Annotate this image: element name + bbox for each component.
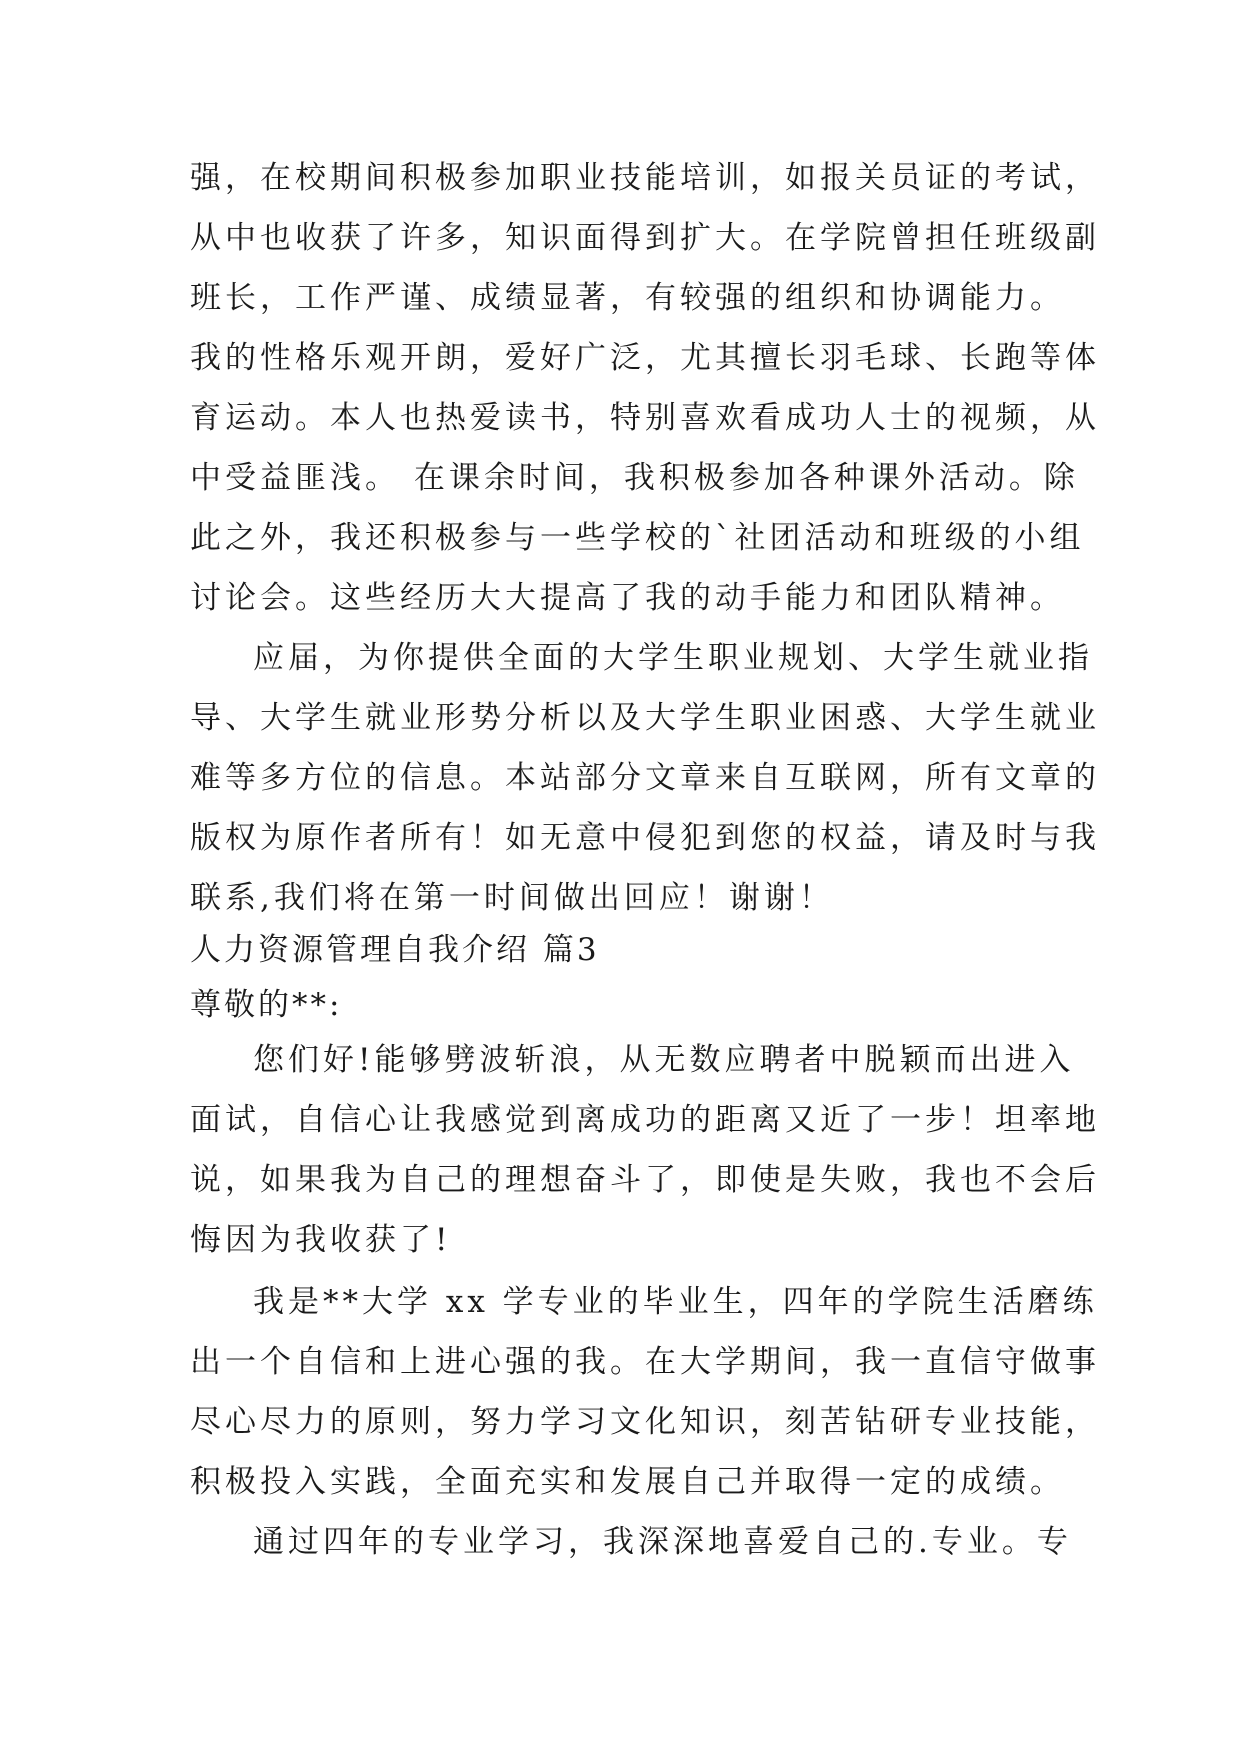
paragraph-line: 面试，自信心让我感觉到离成功的距离又近了一步！坦率地 [190, 1102, 1100, 1138]
paragraph-line: 强，在校期间积极参加职业技能培训，如报关员证的考试， [190, 160, 1100, 196]
paragraph-line: 我是**大学 xx 学专业的毕业生，四年的学院生活磨练 [253, 1284, 1098, 1320]
paragraph-line: 尽心尽力的原则，努力学习文化知识，刻苦钻研专业技能， [190, 1404, 1100, 1440]
paragraph-line: 出一个自信和上进心强的我。在大学期间，我一直信守做事 [190, 1344, 1100, 1380]
salutation: 尊敬的**: [190, 987, 343, 1023]
paragraph-line: 应届，为你提供全面的大学生职业规划、大学生就业指 [253, 640, 1093, 676]
paragraph-line: 说，如果我为自己的理想奋斗了，即使是失败，我也不会后 [190, 1162, 1100, 1198]
paragraph-line: 讨论会。这些经历大大提高了我的动手能力和团队精神。 [190, 580, 1065, 616]
paragraph-line: 中受益匪浅。 在课余时间，我积极参加各种课外活动。除 [190, 460, 1079, 496]
paragraph-line: 我的性格乐观开朗，爱好广泛，尤其擅长羽毛球、长跑等体 [190, 340, 1100, 376]
paragraph-line: 悔因为我收获了! [190, 1222, 452, 1258]
paragraph-line: 班长，工作严谨、成绩显著，有较强的组织和协调能力。 [190, 280, 1065, 316]
paragraph-line: 版权为原作者所有！如无意中侵犯到您的权益，请及时与我 [190, 820, 1100, 856]
paragraph-line: 联系,我们将在第一时间做出回应！谢谢！ [190, 880, 834, 916]
paragraph-line: 通过四年的专业学习，我深深地喜爱自己的.专业。专 [253, 1524, 1072, 1560]
paragraph-line: 从中也收获了许多，知识面得到扩大。在学院曾担任班级副 [190, 220, 1100, 256]
paragraph-line: 您们好!能够劈波斩浪，从无数应聘者中脱颖而出进入 [253, 1042, 1075, 1078]
paragraph-line: 此之外，我还积极参与一些学校的`社团活动和班级的小组 [190, 520, 1085, 556]
paragraph-line: 育运动。本人也热爱读书，特别喜欢看成功人士的视频，从 [190, 400, 1100, 436]
paragraph-line: 难等多方位的信息。本站部分文章来自互联网，所有文章的 [190, 760, 1100, 796]
paragraph-line: 积极投入实践，全面充实和发展自己并取得一定的成绩。 [190, 1464, 1065, 1500]
paragraph-line: 导、大学生就业形势分析以及大学生职业困惑、大学生就业 [190, 700, 1100, 736]
section-heading: 人力资源管理自我介绍 篇3 [190, 932, 600, 968]
